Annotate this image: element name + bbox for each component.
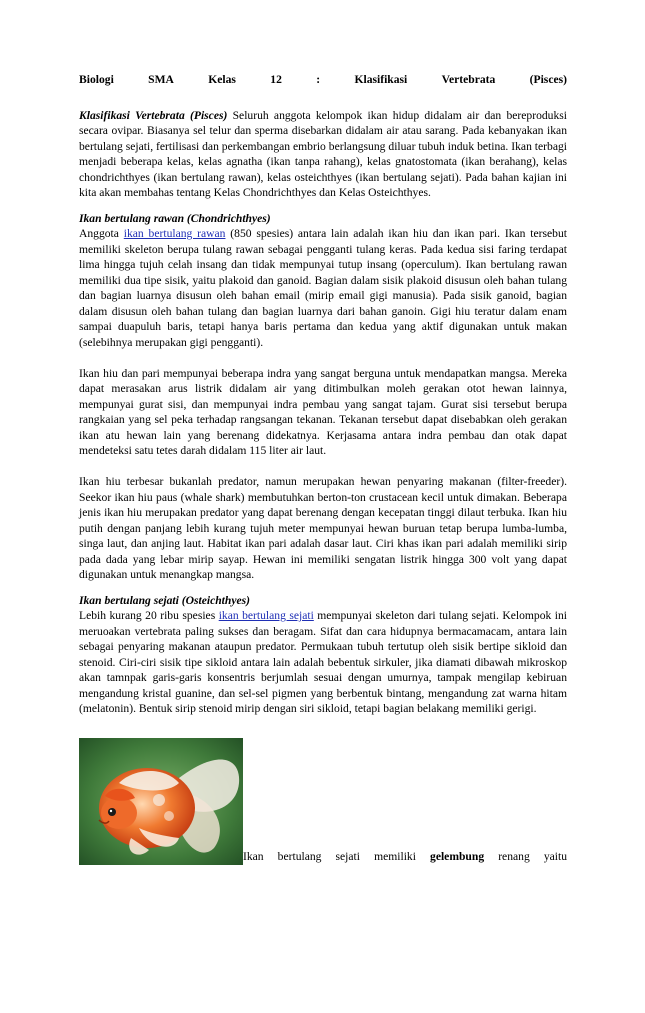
intro-lead: Klasifikasi Vertebrata (Pisces): [79, 108, 228, 122]
rawan-p1-text: Anggota: [79, 227, 124, 240]
link-ikan-bertulang-rawan[interactable]: ikan bertulang rawan: [123, 227, 226, 240]
title-word: Kelas: [208, 73, 236, 86]
title-word: Klasifikasi: [354, 73, 408, 86]
sejati-p1-text: Lebih kurang 20 ribu spesies: [79, 609, 219, 622]
section-heading-rawan: Ikan bertulang rawan (Chondrichthyes): [79, 211, 271, 225]
document-title: [79, 72, 567, 88]
intro-text: Seluruh anggota kelompok ikan hidup didalam air dan bereproduksi secara ovipar. Biasanya sel telur dan sperma disebarkan didalam air atau sarang. Pada kebanyakan ikan bertulang sejati, fertilisasi dan perkembangan embrio berlangsung diluar tubuh induk betina. Ikan terbagi menjadi beberapa kelas, kelas agnatha (ikan tanpa rahang), kelas gnatostomata (ikan berahang), kelas chondrichthyes (ikan bertulang rawan), kelas osteichthyes (ikan bertulang sejati). Pada bahan kajian ini kita akan membahas tentang Kelas Chondrichthyes dan Kelas Osteichthyes.: [79, 108, 567, 199]
section-heading-sejati: Ikan bertulang sejati (Osteichthyes): [79, 593, 251, 607]
sejati-p1-text-rest: mempunyai skeleton dari tulang sejati. Kelompok ini meruoakan vertebrata paling sukses dan beragam. Sifat dan cara hidupnya bermacamacam, antara lain sebagai penyaring makanan ataupun predator. Permukaan tubuh tertutup oleh sisik bertipe sikloid dan stenoid. Ciri-ciri sisik tipe sikloid antara lain adalah bebentuk sirkuler, jika diamati dibawah mikroskop akan tamnpak garis-garis konsentris berjumlah sesuai dengan umurnya, tampak mengilap kebiruan mengandung kristal guanine, dan sel-sel pigmen yang berbentuk bintang, mengandung zat warna hitam (melatonin). Bentuk sirip stenoid mirip dengan siri sikloid, tetapi bagian belakang memiliki gerigi.: [79, 609, 568, 715]
goldfish-image: [79, 738, 243, 865]
caption-text: Ikan bertulang sejati memiliki: [243, 850, 431, 863]
title-word: Biologi: [79, 73, 114, 86]
intro-paragraph: [79, 108, 567, 201]
rawan-p1-text-rest: (850 spesies) antara lain adalah ikan hiu dan ikan pari. Ikan tersebut memiliki skeleton berupa tulang rawan sebagai pengganti tulang keras. Pada kedua sisi faring terdapat lima hingga tujuh celah insang dan tidak mempunyai tutup insang (operculum). Ikan bertulang rawan memiliki dua tipe sisik, yaitu plakoid dan ganoid. Bagian dalam sisik plakoid disusun oleh bahan tulang dan bagian luarnya disusun oleh bahan email (mirip email gigi manusia). Pada sisik ganoid, bagian dalam disusun oleh bahan tulang dan bagian luarnya dari bahan ganoin. Gigi hiu teratur dalam enam sampai duapuluh baris, tetapi hanya baris pertama dan kedua yang aktif digunakan untuk makan (selebihnya merupakan gigi pengganti).: [79, 227, 567, 349]
figure-caption: [243, 849, 567, 865]
sejati-paragraph-1: [79, 608, 567, 717]
title-word: (Pisces): [529, 73, 567, 86]
caption-text-rest: renang yaitu: [484, 850, 567, 863]
rawan-paragraph-3: Ikan hiu terbesar bukanlah predator, namun merupakan hewan penyaring makanan (filter-freeder). Seekor ikan hiu paus (whale shark) membutuhkan berton-ton crustacean kecil untuk dimakan. Beberapa jenis ikan hiu merupakan predator yang dapat berenang dengan kecepatan tinggi dilaut terbuka. Ikan hiu putih dengan panjang lebih kurang tujuh meter mempunyai hewan buruan tetap berupa lumba-lumba, singa laut, dan anjing laut. Habitat ikan pari adalah dasar laut. Ciri khas ikan pari adalah memiliki sirip pada dada yang lebar mirip sayap. Hewan ini memiliki sengatan listrik hingga 300 volt yang dapat digunakan untuk menangkap mangsa.: [79, 475, 567, 581]
title-word: :: [316, 73, 321, 86]
title-word: SMA: [148, 73, 174, 86]
figure-row: [79, 738, 567, 865]
title-word: 12: [270, 73, 282, 86]
rawan-paragraph-2: Ikan hiu dan pari mempunyai beberapa indra yang sangat berguna untuk mendapatkan mangsa. Mereka dapat merasakan arus listrik didalam air yang ditimbulkan moleh gerakan otot hewan lainnya, mempunyai gurat sisi, dan mempunyai indra pembau yang sangat tajam. Gurat sisi tersebut berupa rangkaian yang sel peka terhadap rangsangan tekanan. Tekanan tersebut dapat disebabkan oleh gerakan ikan atu hewan lain yang berenang didekatnya. Kerjasama antara indra pembau dan otak dapat mendeteksi satu tetes darah didalam 115 liter air laut.: [79, 366, 567, 457]
caption-bold: gelembung: [430, 850, 485, 863]
document-page: [79, 72, 567, 865]
title-word: Vertebrata: [441, 73, 496, 86]
link-ikan-bertulang-sejati[interactable]: ikan bertulang sejati: [218, 609, 314, 622]
rawan-paragraph-1: [79, 226, 567, 350]
